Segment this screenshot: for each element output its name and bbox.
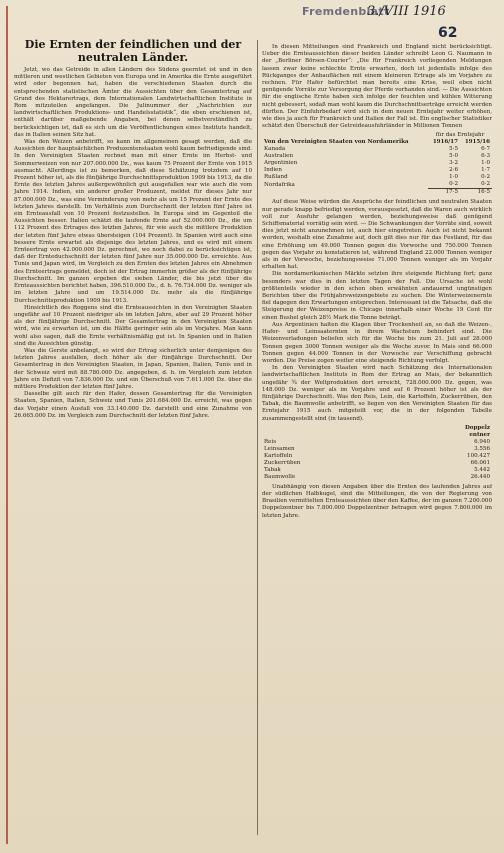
table-row (262, 174, 492, 181)
table-cell-value: 2·6 (449, 167, 458, 174)
left-column (14, 38, 252, 838)
article-title: Die Ernten der feindlichen und der neutralen Länder. (24, 38, 242, 64)
table-col-head: 1916/17 (432, 139, 458, 146)
table-cell-value: 5·5 (449, 146, 458, 153)
paragraph: Was die Gerste anbelangt, so wird der Ertrag sicherlich unter demjenigen des letzten Jahres ausfallen, doch höher als der fünfjährige Durchschnitt. Der Gesamtertrag in den Vereinigten Staaten, in Japan, Spanien, Italien, Tunis und in der Schweiz wird mit 88.780.000 Dz. angegeben, d. h. im Vergleich zum letzten Jahre ein Defizit von 7.836.000 Dz. und ein Überschuß von 7.611.000 Dz. über die mittlere Produktion der letzten fünf Jahre. (14, 347, 252, 390)
table-row (262, 446, 492, 453)
table-row (262, 460, 492, 467)
table-cell-value: 0·2 (449, 181, 458, 188)
us-crops-table (262, 425, 492, 481)
table-cell-label: Australien (264, 153, 294, 160)
table-cell-value: 26.440 (470, 473, 490, 480)
page-number: 62 (438, 25, 458, 41)
newspaper-stamp: Fremdenblatt (302, 5, 390, 18)
table-cell-label: Indien (264, 167, 282, 174)
table-cell-value: 1·0 (449, 174, 458, 181)
table-row (262, 181, 492, 189)
table-cell-label: Zuckerrüben (264, 459, 301, 466)
table-cell-value: 3.556 (474, 445, 490, 452)
handwritten-date: 3./VIII 1916 (367, 4, 446, 19)
table-body (262, 439, 492, 481)
table-cell-label: Nordafrika (264, 181, 295, 188)
paragraph: Was den Weizen anbetrifft, so kann im allgemeinen gesagt werden, daß die Aussichten der hauptsächlichen Produzentenstaaten wohl kaum befriedigende sind. In den Vereinigten Staaten rechnet man mit einer Ernte im Herbst- und Sommerweizen von nur 207.000.000 Dz., was kaum 75 Prozent der Ernte von 1915 ausmacht. Allerdings ist zu bemerken, daß diese Schätzung trotzdem auf 10 Prozent höher ist, als die fünfjährige Durchschnittsproduktion 1909 bis 1913, da die Ernte des letzten Jahres außergewöhnlich gut ausgefallen war wie auch die vom Jahre 1914. Indien, ein anderer großer Produzent, meldet für dieses Jahr nur 87.000.000 Dz., was eine Verminderung von mehr als um 15 Prozent der Ernte des letzten Jahres darstellt. Im Verhältnis zum Durchschnitt der letzten fünf Jahre ist ein Ernteausfall von 10 Prozent festzustellen. In Europa sind im Gegenteil die Aussichten besser. Italien schätzt die laufende Ernte auf 52.000.000 Dz., die um 112 Prozent des Ertrages des letzten Jahres, für wie auch die mittlere Produktion der letzten fünf Jahre etwas übersteigen (104 Prozent). In Spanien wird auch eine bessere Ernte erwartet als diejenige des letzten Jahres, und es wird mit einem Ernteertrag von 42.000.000 Dz. gerechnet, wo noch dabei zu berücksichtigen ist, daß der Ernteduchschnitt der letzten fünf Jahre nur 35.000.000 Dz. erreichte. Aus Tunis und Japan wird, im Vergleich zu den Ernten des letzten Jahres ein Abnehmen des Ernteertrags gemeldet, doch ist der Ertrag immerhin größer als der fünfjährige Durchschnitt. Im ganzen ergeben die sieben Länder, die bis jetzt über die Ernteaussichten berichtet haben, 396.510.000 Dz., d. h. 76.734.000 Dz. weniger als im letzten Jahre und um 19.514.000 Dz. mehr als die fünfjährige Durchschnittsproduktion 1909 bis 1913. (14, 139, 252, 304)
table-cell-value: 6.940 (474, 438, 490, 445)
right-column (262, 44, 492, 844)
table-cell-label: Kartoffeln (264, 452, 293, 459)
table-cell-value: 6·3 (481, 153, 490, 160)
table-col-head: Doppelzentner (464, 424, 490, 438)
table-cell-value: 1·7 (481, 167, 490, 174)
table-row (262, 160, 492, 167)
table-cell-label: Argentinien (264, 160, 298, 167)
margin-line (6, 6, 8, 844)
table-row (262, 474, 492, 481)
paragraph: Die nordamerikanischen Märkte setzten ihre steigende Richtung fort; ganz besonders war dies in den letzten Tagen der Fall. Die Ursache ist wohl größtenteils wieder in den schon oben erwähnten andauernd ungünstigen Berichten über die Frühjahrsweizengebiete zu suchen. Die Winterweizenernte fiel dagegen den Erwartungen entsprechen. Interessant ist die Tatsache, daß die Steigerung der Weizenpreise in Chicago innerhalb einer Woche 19 Cent für einen Bushel gleich 28½ Mark die Tonne beträgt. (262, 271, 492, 321)
table-cell-value: 0·2 (481, 181, 490, 188)
table-row (262, 146, 492, 153)
paragraph: Dasselbe gilt auch für den Hafer, dessen Gesamtertrag für die Vereinigten Staaten, Spanien, Italien, Schweiz und Tunis 201.684.000 Dz. erreicht, was gegen das Vorjahr einen Ausfall von 33.140.000 Dz. darstellt und eine Zunahme von 26.665.000 Dz. im Vergleich zum Durchschnitt der letzten fünf Jahre. (14, 391, 252, 419)
table-cell-label: Tabak (264, 466, 281, 473)
table-cell-label: Rußland (264, 174, 288, 181)
table-cell-label: Baumwolle (264, 473, 296, 480)
table-cell-label: Reis (264, 438, 277, 445)
table-body (262, 146, 492, 189)
table-cell-value: 1·0 (481, 160, 490, 167)
table-row (262, 453, 492, 460)
export-surplus-table (262, 132, 492, 196)
table-cell-value: 5.442 (474, 466, 490, 473)
table-total: 17·5 (428, 189, 460, 197)
table-cell-value: 66.061 (470, 459, 490, 466)
table-head-label: Von den Vereinigten Staaten von Nordamerika (264, 139, 409, 146)
table-cell-value: 5·0 (449, 153, 458, 160)
table-row (262, 439, 492, 446)
paragraph: In diesen Mitteilungen sind Frankreich und England nicht berücksichtigt. Ueber die Ernteaussichten dieser beiden Länder schreibt Leon G. Naumann in der „Berliner Börsen-Courier“: „Die für Frankreich vorliegenden Meldungen lassen zwar keine schlechte Ernte erwarten, doch ist jedenfalls infolge des Rückganges der Anbauflächen mit einem kleineren Ertrage als im Vorjahre zu rechnen. Für Hafer befürchtet man bereits eine Krise, weil eben nicht genügende Vorräte zur Versorgung der Pferde vorhanden sind. — Die Aussichten für die englische Ernte haben sich infolge der feuchten und kühlen Witterung nicht gebessert, sodaß man wohl kaum die Durchschnittserträge erreicht werden dürften. Der Einfuhrbedarf wird sich in dem neuen Erntejahr weiter erhöhen, wie dies ja auch für Frankreich und Italien der Fall ist. Ein englischer Statistiker schätzt den Überschuß der Getreideausfuhrländer in Millionen Tonnen (262, 44, 492, 130)
table-total: 16·5 (460, 189, 492, 197)
paragraph: In den Vereinigten Staaten wird nach Schätzung des Internationalen landwirtschaftlichen Instituts in Rom der Ertrag an Mais, der bekanntlich ungefähr ¾ der Weltproduktion dort erreicht, 728.000.000 Dz. gegen, was 148.000 Dz. weniger als im Vorjahre und auf 6 Prozent höher ist als der fünfjährige Durchschnitt. Was den Reis, Lein, die Kartoffeln, Zuckerrüben, den Tabak, die Baumwolle anbetrifft, so liegen von den Vereinigten Staaten für das Erntejahr 1915 auch mitgeteilt vor, die in der folgenden Tabelle zusammengestellt sind (in tausend). (262, 365, 492, 422)
table-row (262, 467, 492, 474)
table-row (262, 153, 492, 160)
table-cell-value: 6·7 (481, 146, 490, 153)
table-cell-value: 3·2 (449, 160, 458, 167)
table-row (262, 167, 492, 174)
table-cell-label: Leinsamen (264, 445, 295, 452)
table-col-head: 1915/16 (464, 139, 490, 146)
table-cell-label: Kanada (264, 146, 286, 153)
column-separator (257, 40, 258, 835)
table-cell-value: 100.427 (467, 452, 490, 459)
table-head-top: für das Erntejahr (435, 132, 485, 139)
paragraph: Unabhängig von diesen Angaben über die Ernten des laufenden Jahres auf der südlichen Halbkugel, sind die Mitteilungen, die von der Regierung von Brasilien vermittelten Ernteaussichten über den Kaffee, der im ganzen 7.200.000 Doppelzentner bis 7.800.000 Doppelzentner betragen wird gegen 7.800.000 im letzten Jahre. (262, 483, 492, 519)
paragraph: Auf diese Weise würden die Ansprüche der feindlichen und neutralen Staaten nur gerade knapp befriedigt werden, vorausgesetzt, daß die Waren auch wirklich voll zur Ausfuhr gelangen werden, beziehungsweise daß genügend Schiffsmaterial vorrätig sein wird. — Die Schwankungen der Vorräte sind, soweit dies jetzt nicht anzunehmen ist, auch hier eingetreten. Auch ist nicht bekannt worden, weshalb eine Zunahme auf, doch gilt dies nur für das Festland, für das eine Erhöhung um 49.000 Tonnen gegen die Vorwoche und 750.000 Tonnen gegen das Vorjahr zu konstatieren ist, während England 22.000 Tonnen weniger als in der Vorwoche, beziehungsweise 71.000 Tonnen weniger als im Vorjahr erhalten hat. (262, 199, 492, 271)
paragraph: Hinsichtlich des Roggens sind die Ernteaussichten in den Vereinigten Staaten ungefähr auf 10 Prozent niedriger als im letzten Jahre, aber auf 29 Prozent höher als der fünfjährige Durchschnitt. Der Gesamtertrag in den Vereinigten Staaten wird, wie zu erwarten ist, um die Hälfte geringer sein als im Vorjahre. Man kann wohl also sagen, daß die Ernte verhältnismäßig gut ist. In Spanien und in Italien sind die Aussichten günstig. (14, 304, 252, 347)
paragraph: Aus Argentinien halten die Klagen über Trockenheit an, so daß die Weizen-, Hafer- und Leinsaaternten in ihrem Wachstum behindert sind. Die Weizenverladungen beliefen sich für die Woche bis zum 21. Juli auf 28.000 Tonnen gegen 3000 Tonnen weniger als die Woche zuvor. In Mais sind 66.000 Tonnen gegen 44.000 Tonnen in der Vorwoche zur Verschiffung gebracht worden. Die Preise zogen weiter eine steigende Richtung verfolgt. (262, 321, 492, 364)
paragraph: Jetzt, wo das Getreide in allen Ländern des Südens geerntet ist und in den mittleren und westlichen Gebieten von Europa und in Amerika die Ernte ausgeführt wird oder begonnen hat, haben die verschiedenen Staaten durch die entsprechenden statistischen Ämter die Aussichten über den Gesamtertrag auf Grund des Hektarertrags, dem Internationalen Landwirtschaftlichen Institute in Rom mitzuteilen angefangen. Die Julinummer der „Nachrichten zur landwirtschaftlichen Produktions- und Handelsstatistik“, die eben erschienen ist, enthält darüber maßgebende Angaben, bei denen selbstverständlich zu berücksichtigen ist, daß es sich um die Veröffentlichungen eines Instituts handelt, das in Italien seinen Sitz hat. (14, 67, 252, 138)
table-cell-value: 0·2 (481, 174, 490, 181)
